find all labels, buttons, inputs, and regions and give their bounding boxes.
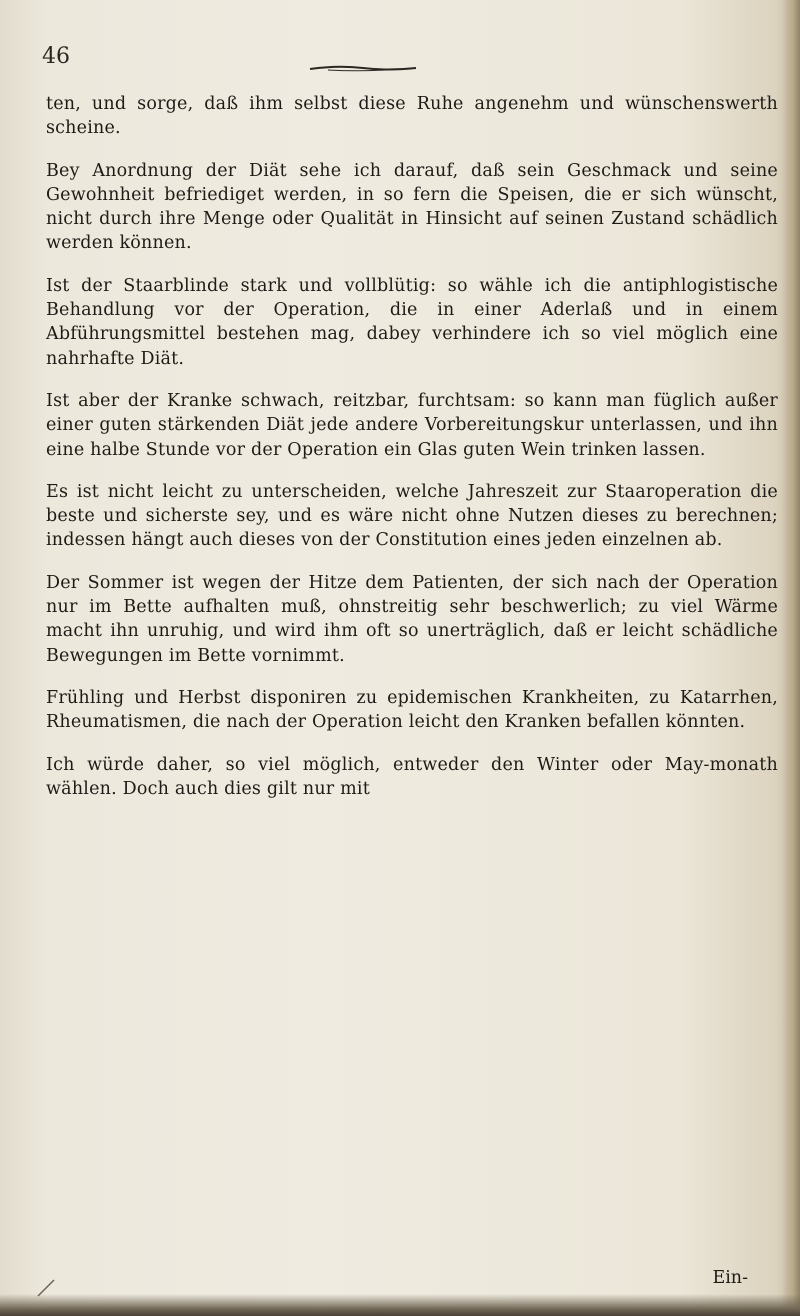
page-edge-shadow bbox=[782, 0, 800, 1316]
catchword: Ein- bbox=[712, 1268, 748, 1288]
page-number: 46 bbox=[42, 44, 70, 69]
paragraph: Ist der Staarblinde stark und vollblütig: so wähle ich die antiphlogistische Behandlung vor der Operation, die in einer Aderlaß und in einem Abführungsmittel bestehen mag, dabey verhindere ich so viel möglich eine nahrhafte Diät. bbox=[46, 275, 778, 369]
paragraph: Ich würde daher, so viel möglich, entweder den Winter oder May-monath wählen. Doch auch dies gilt nur mit bbox=[46, 754, 778, 799]
paragraph: Ist aber der Kranke schwach, reitzbar, furchtsam: so kann man füglich außer einer guten stärkenden Diät jede andere Vorbereitungskur unterlassen, und ihn eine halbe Stunde vor der Operation ein Glas guten Wein trinken lassen. bbox=[46, 390, 778, 460]
paragraph: Frühling und Herbst disponiren zu epidemischen Krankheiten, zu Katarrhen, Rheumatismen, die nach der Operation leicht den Kranken befallen könnten. bbox=[46, 687, 778, 733]
paragraph: ten, und sorge, daß ihm selbst diese Ruhe angenehm und wünschenswerth scheine. bbox=[46, 94, 778, 139]
page-bottom-shadow bbox=[0, 1294, 800, 1316]
body-text bbox=[46, 92, 778, 819]
pencil-mark-icon bbox=[36, 1276, 58, 1298]
paragraph: Es ist nicht leicht zu unterscheiden, welche Jahreszeit zur Staaroperation die beste und sicherste sey, und es wäre nicht ohne Nutzen dieses zu berechnen; indessen hängt auch dieses von der Constitution eines jeden einzelnen ab. bbox=[46, 481, 778, 551]
paragraph: Bey Anordnung der Diät sehe ich darauf, daß sein Geschmack und seine Gewohnheit befriediget werden, in so fern die Speisen, die er sich wünscht, nicht durch ihre Menge oder Qualität in Hinsicht auf seinen Zustand schädlich werden können. bbox=[46, 160, 778, 254]
paragraph: Der Sommer ist wegen der Hitze dem Patienten, der sich nach der Operation nur im Bette aufhalten muß, ohnstreitig sehr beschwerlich; zu viel Wärme macht ihn unruhig, und wird ihm oft so unerträglich, daß er leicht schädliche Bewegungen im Bette vornimmt. bbox=[46, 572, 778, 666]
header-rule-ornament bbox=[308, 64, 418, 74]
